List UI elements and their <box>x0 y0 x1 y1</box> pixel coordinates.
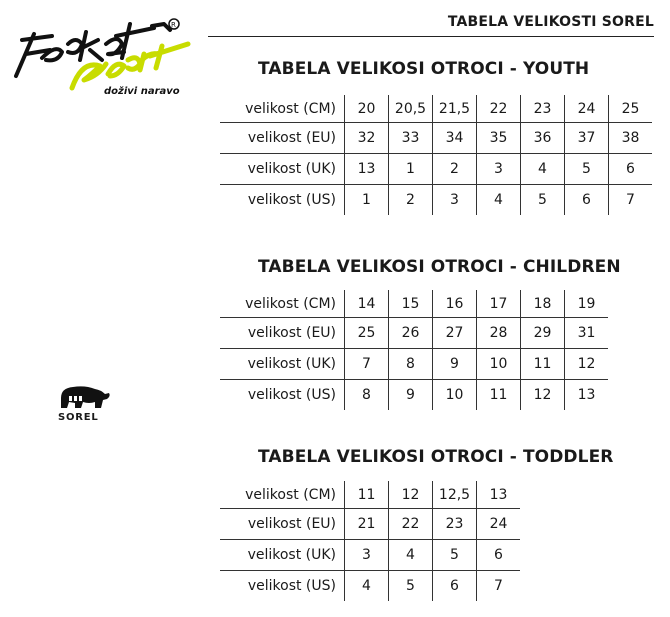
size-cell: 12 <box>521 380 565 411</box>
row-label: velikost (CM) <box>245 295 336 312</box>
brand-tagline: doživi naravo <box>104 86 180 97</box>
table-row <box>220 123 652 154</box>
size-cell: 1 <box>389 154 433 185</box>
row-label: velikost (EU) <box>220 123 345 154</box>
size-cell: 10 <box>433 380 477 411</box>
row-label: velikost (US) <box>220 380 345 411</box>
youth-title: TABELA VELIKOSI OTROCI - YOUTH <box>258 59 590 79</box>
size-cell: 15 <box>389 290 433 318</box>
youth-size-table <box>220 95 652 215</box>
size-cell: 5 <box>389 571 433 602</box>
svg-text:R: R <box>171 21 176 29</box>
size-cell: 33 <box>389 123 433 154</box>
size-cell: 18 <box>521 290 565 318</box>
size-cell: 7 <box>345 349 389 380</box>
size-cell: 21 <box>345 509 389 540</box>
size-cell: 5 <box>433 540 477 571</box>
size-cell: 6 <box>609 154 653 185</box>
size-cell: 16 <box>433 290 477 318</box>
size-cell: 13 <box>345 154 389 185</box>
brand-logo <box>12 14 192 106</box>
size-cell: 22 <box>389 509 433 540</box>
size-cell: 7 <box>477 571 521 602</box>
size-cell: 21,5 <box>433 95 477 123</box>
size-cell: 6 <box>565 185 609 216</box>
children-size-table <box>220 290 608 410</box>
size-cell: 12 <box>565 349 609 380</box>
size-cell: 23 <box>521 95 565 123</box>
toddler-size-table <box>220 481 520 601</box>
row-label: velikost (US) <box>220 571 345 602</box>
size-cell: 3 <box>345 540 389 571</box>
table-row <box>220 380 608 411</box>
size-cell: 1 <box>345 185 389 216</box>
size-cell: 11 <box>521 349 565 380</box>
row-label: velikost (EU) <box>220 318 345 349</box>
size-cell: 9 <box>433 349 477 380</box>
size-cell: 13 <box>565 380 609 411</box>
size-cell: 5 <box>565 154 609 185</box>
size-cell: 20,5 <box>389 95 433 123</box>
row-label: velikost (US) <box>220 185 345 216</box>
table-row <box>220 540 520 571</box>
size-cell: 2 <box>389 185 433 216</box>
table-row <box>220 349 608 380</box>
table-row <box>220 290 608 318</box>
size-cell: 19 <box>565 290 609 318</box>
size-cell: 4 <box>345 571 389 602</box>
sorel-wordmark: SOREL <box>58 412 99 423</box>
table-row <box>220 509 520 540</box>
size-cell: 27 <box>433 318 477 349</box>
size-cell: 20 <box>345 95 389 123</box>
page-title: TABELA VELIKOSTI SOREL <box>447 14 654 30</box>
size-cell: 2 <box>433 154 477 185</box>
size-cell: 35 <box>477 123 521 154</box>
size-cell: 6 <box>433 571 477 602</box>
size-cell: 26 <box>389 318 433 349</box>
size-cell: 31 <box>565 318 609 349</box>
polar-bear-icon <box>55 382 115 412</box>
size-cell: 34 <box>433 123 477 154</box>
size-cell: 12 <box>389 481 433 509</box>
size-cell: 8 <box>389 349 433 380</box>
size-cell: 17 <box>477 290 521 318</box>
row-label: velikost (EU) <box>220 509 345 540</box>
row-label: velikost (CM) <box>245 486 336 503</box>
size-cell: 7 <box>609 185 653 216</box>
size-cell: 32 <box>345 123 389 154</box>
size-cell: 23 <box>433 509 477 540</box>
size-cell: 28 <box>477 318 521 349</box>
size-cell: 24 <box>565 95 609 123</box>
size-cell: 6 <box>477 540 521 571</box>
table-row <box>220 318 608 349</box>
table-row <box>220 571 520 602</box>
size-cell: 8 <box>345 380 389 411</box>
size-cell: 29 <box>521 318 565 349</box>
children-title: TABELA VELIKOSI OTROCI - CHILDREN <box>258 257 621 277</box>
table-row <box>220 154 652 185</box>
size-cell: 24 <box>477 509 521 540</box>
size-cell: 11 <box>345 481 389 509</box>
size-cell: 3 <box>433 185 477 216</box>
size-cell: 5 <box>521 185 565 216</box>
size-cell: 13 <box>477 481 521 509</box>
table-row <box>220 95 652 123</box>
size-cell: 25 <box>345 318 389 349</box>
table-row <box>220 185 652 216</box>
size-cell: 11 <box>477 380 521 411</box>
size-cell: 4 <box>477 185 521 216</box>
page-header <box>208 12 654 37</box>
size-cell: 37 <box>565 123 609 154</box>
table-row <box>220 481 520 509</box>
size-cell: 4 <box>521 154 565 185</box>
size-cell: 3 <box>477 154 521 185</box>
size-cell: 9 <box>389 380 433 411</box>
row-label: velikost (CM) <box>245 100 336 117</box>
sorel-logo <box>55 382 115 426</box>
size-cell: 10 <box>477 349 521 380</box>
size-cell: 12,5 <box>433 481 477 509</box>
row-label: velikost (UK) <box>220 349 345 380</box>
row-label: velikost (UK) <box>220 154 345 185</box>
row-label: velikost (UK) <box>220 540 345 571</box>
size-cell: 36 <box>521 123 565 154</box>
size-cell: 22 <box>477 95 521 123</box>
size-cell: 25 <box>609 95 653 123</box>
size-cell: 14 <box>345 290 389 318</box>
brand-logo-mark <box>12 14 192 94</box>
size-cell: 38 <box>609 123 653 154</box>
toddler-title: TABELA VELIKOSI OTROCI - TODDLER <box>258 447 614 467</box>
size-cell: 4 <box>389 540 433 571</box>
